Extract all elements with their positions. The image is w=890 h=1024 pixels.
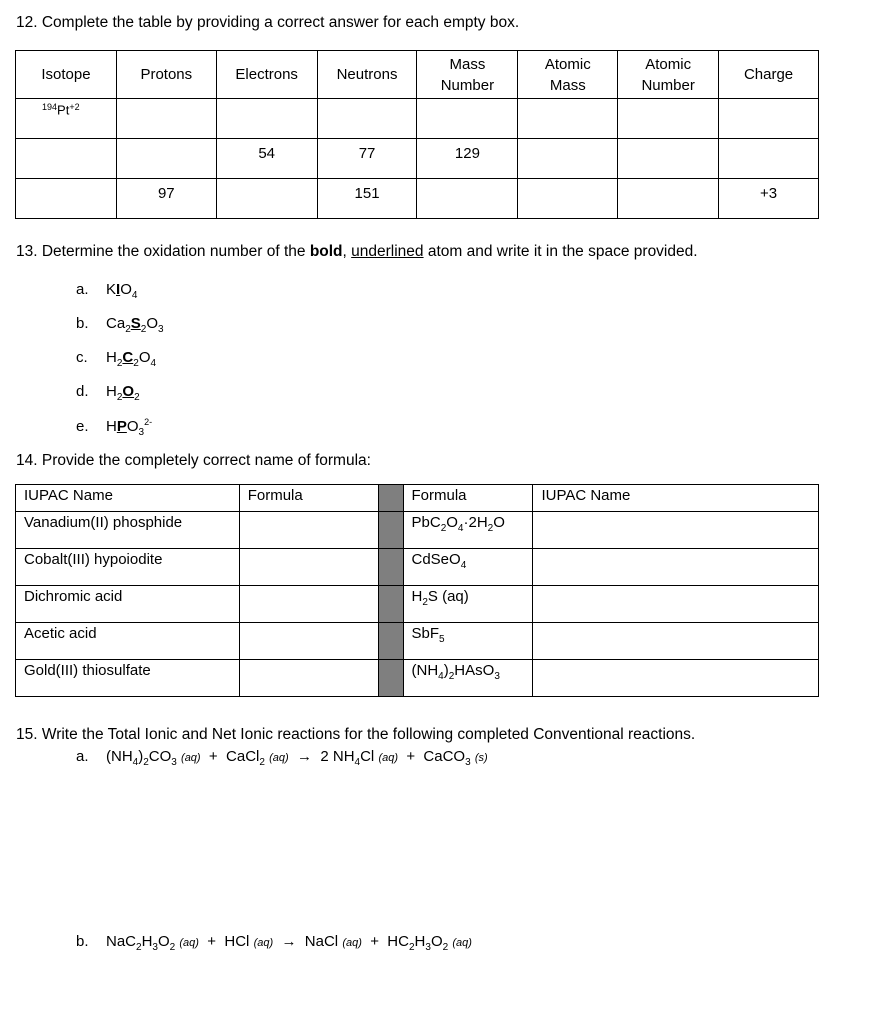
table-row: [16, 660, 819, 697]
q13-bold-word: bold: [309, 243, 343, 260]
iupac-answer-cell[interactable]: [533, 512, 819, 549]
header-iupac-name-right: IUPAC Name: [533, 485, 819, 512]
table-row: [16, 623, 819, 660]
iupac-answer-cell[interactable]: [533, 549, 819, 586]
header-formula-right: Formula: [403, 485, 533, 512]
q13-comma: ,: [342, 243, 352, 260]
item-label: d.: [76, 383, 89, 400]
header-isotope: Isotope: [16, 51, 117, 99]
header-neutrons: Neutrons: [317, 51, 417, 99]
formula-cdseo4: CdSeO$_4$: [403, 549, 533, 586]
header-atomic-number: Atomic Number: [618, 51, 719, 99]
cell-electrons: 54: [216, 139, 317, 179]
table-row: [16, 586, 819, 623]
gray-divider-column: [378, 660, 403, 697]
name-vanadium-ii-phosphide: Vanadium(II) phosphide: [16, 512, 240, 549]
formula-sbf5: SbF$_5$: [403, 623, 533, 660]
table-row: [16, 549, 819, 586]
formula-h2s-aq: $H_2S$ (aq): [403, 586, 533, 623]
item-label: a.: [76, 281, 89, 298]
header-mass-number: Mass Number: [417, 51, 518, 99]
cell-protons[interactable]: [116, 139, 216, 179]
cell-charge: +3: [719, 179, 819, 219]
name-acetic-acid: Acetic acid: [16, 623, 240, 660]
formula-answer-cell[interactable]: [239, 512, 378, 549]
table-row: [16, 179, 819, 219]
reaction-b: b. $NaC_2H_3O_2$ (aq) + HCl (aq) → NaCl $(aq) + HC_2H_3O_2$ (aq): [76, 933, 472, 953]
reaction-a: a. $(NH_4)_2CO_3$ (aq) + CaCl$_2$ (aq) → 2 $NH_4Cl$ (aq) + CaCO$_3$ (s): [76, 748, 488, 768]
table-row: [16, 99, 819, 139]
item-label: b.: [76, 315, 89, 332]
list-item: [76, 281, 137, 301]
name-gold-iii-thiosulfate: Gold(III) thiosulfate: [16, 660, 240, 697]
cell-atomic-mass[interactable]: [518, 139, 618, 179]
formula-h2o2: $H_2O_2$: [106, 383, 140, 403]
cell-neutrons: 77: [317, 139, 417, 179]
cell-atomic-number[interactable]: [618, 139, 719, 179]
isotope-cell: [16, 99, 117, 139]
gray-divider-column: [378, 549, 403, 586]
cell-mass-number[interactable]: [417, 179, 518, 219]
gray-divider-column: [378, 485, 403, 512]
header-formula-left: Formula: [239, 485, 378, 512]
naming-table-header-row: [16, 485, 819, 512]
list-item: [76, 349, 156, 369]
table-row: [16, 512, 819, 549]
cell-mass-number[interactable]: [417, 99, 518, 139]
formula-nh4-2-hasO3: $(NH_4)_2HAsO_3$: [403, 660, 533, 697]
cell-atomic-number[interactable]: [618, 99, 719, 139]
reaction-a-label: a.: [76, 748, 89, 765]
name-cobalt-iii-hypoiodite: Cobalt(III) hypoiodite: [16, 549, 240, 586]
isotope-cell[interactable]: [16, 179, 117, 219]
item-label: e.: [76, 418, 89, 435]
question-14-text: 14. Provide the completely correct name of formula:: [16, 452, 371, 469]
q13-underlined-word: underlined: [351, 243, 424, 260]
isotope-symbol: Pt: [57, 102, 70, 118]
cell-electrons[interactable]: [216, 179, 317, 219]
isotope-charge-superscript: +2: [69, 102, 80, 112]
header-protons: Protons: [116, 51, 216, 99]
cell-neutrons: 151: [317, 179, 417, 219]
formula-hpo3: $HPO_3^{2-}$: [106, 417, 153, 438]
formula-ca2s2o3: $Ca_2S_2O_3$: [106, 315, 164, 335]
naming-table: [15, 484, 819, 697]
q13-text-start: 13. Determine the oxidation number of the: [16, 243, 310, 260]
gray-divider-column: [378, 512, 403, 549]
iupac-answer-cell[interactable]: [533, 623, 819, 660]
cell-atomic-mass[interactable]: [518, 179, 618, 219]
formula-answer-cell[interactable]: [239, 549, 378, 586]
question-13-text: [16, 243, 698, 261]
header-iupac-name-left: IUPAC Name: [16, 485, 240, 512]
cell-atomic-number[interactable]: [618, 179, 719, 219]
question-15-text: 15. Write the Total Ionic and Net Ionic reactions for the following completed Conventional reactions.: [16, 726, 696, 743]
cell-neutrons[interactable]: [317, 99, 417, 139]
cell-atomic-mass[interactable]: [518, 99, 618, 139]
header-charge: Charge: [719, 51, 819, 99]
name-dichromic-acid: Dichromic acid: [16, 586, 240, 623]
list-item: [76, 383, 140, 403]
formula-kio4: $KIO_4$: [106, 281, 138, 301]
cell-protons: 97: [116, 179, 216, 219]
cell-mass-number: 129: [417, 139, 518, 179]
cell-charge[interactable]: [719, 99, 819, 139]
isotope-table-header-row: [16, 51, 819, 99]
isotope-table: [15, 50, 819, 219]
isotope-mass-superscript: 194: [42, 102, 58, 112]
item-label: c.: [76, 349, 88, 366]
gray-divider-column: [378, 586, 403, 623]
question-12-text: 12. Complete the table by providing a correct answer for each empty box.: [16, 14, 520, 31]
formula-answer-cell[interactable]: [239, 586, 378, 623]
formula-answer-cell[interactable]: [239, 660, 378, 697]
header-atomic-mass: Atomic Mass: [518, 51, 618, 99]
formula-pbc2o4-2h2o: $PbC_2O_4\cdot 2H_2O$: [403, 512, 533, 549]
list-item: [76, 315, 164, 335]
isotope-cell[interactable]: [16, 139, 117, 179]
header-electrons: Electrons: [216, 51, 317, 99]
gray-divider-column: [378, 623, 403, 660]
iupac-answer-cell[interactable]: [533, 586, 819, 623]
formula-answer-cell[interactable]: [239, 623, 378, 660]
cell-protons[interactable]: [116, 99, 216, 139]
table-row: [16, 139, 819, 179]
reaction-b-label: b.: [76, 933, 89, 950]
list-item: [76, 417, 152, 438]
q13-text-end: atom and write it in the space provided.: [423, 243, 698, 260]
cell-electrons[interactable]: [216, 99, 317, 139]
cell-charge[interactable]: [719, 139, 819, 179]
formula-h2c2o4: $H_2C_2O_4$: [106, 349, 157, 369]
iupac-answer-cell[interactable]: [533, 660, 819, 697]
